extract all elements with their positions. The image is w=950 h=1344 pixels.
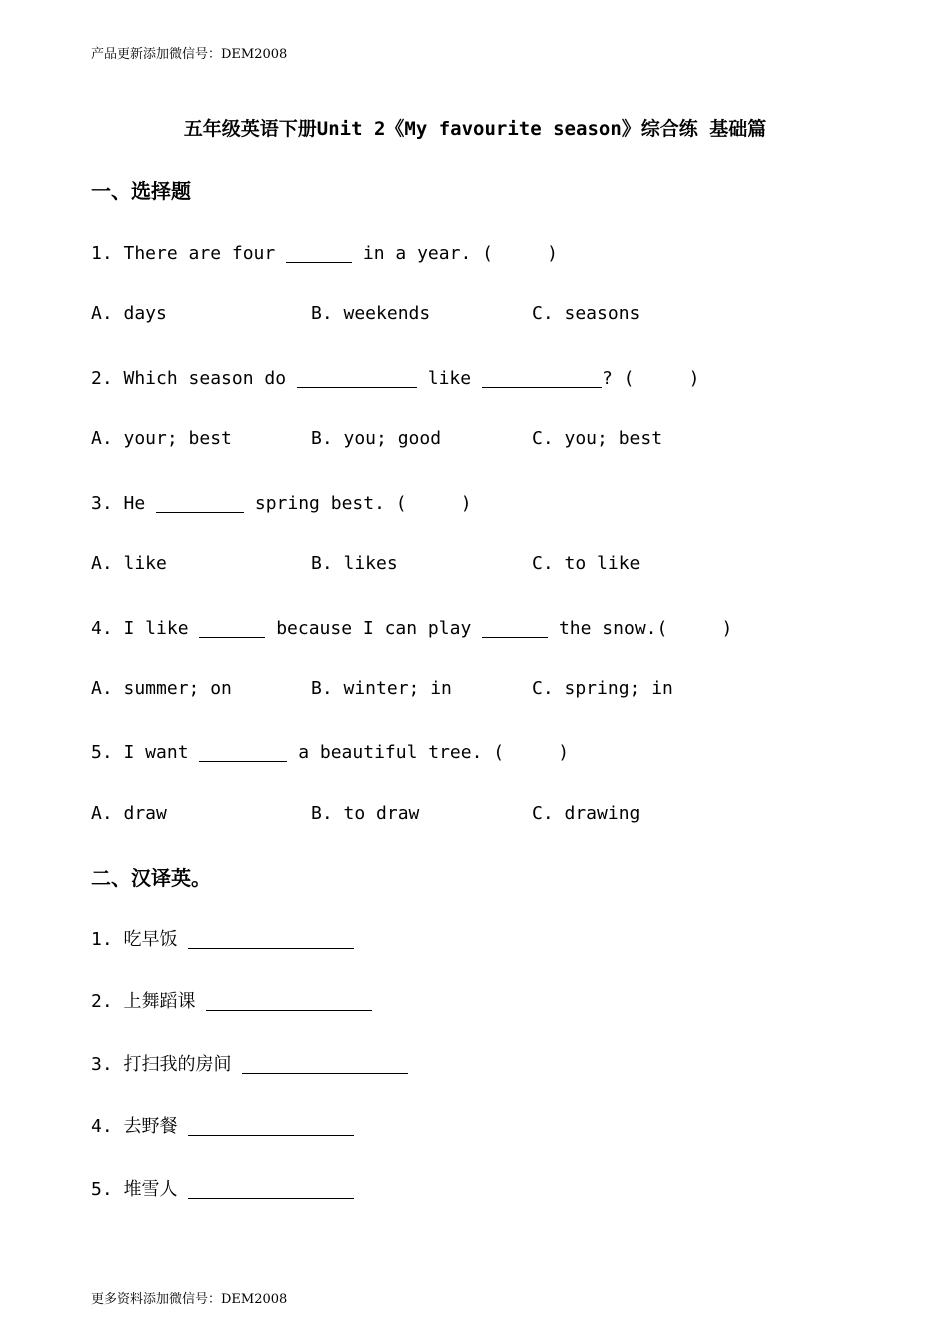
option-b: B. to draw [311, 803, 420, 824]
option-b: B. weekends [311, 303, 431, 324]
answer-blank[interactable] [297, 369, 417, 388]
section-heading-translate: 二、汉译英。 [91, 866, 211, 890]
option-a: A. your; best [91, 428, 232, 449]
section-heading-choice: 一、选择题 [91, 179, 191, 203]
question-5: 5. I want a beautiful tree. ( ) [91, 742, 570, 763]
answer-blank[interactable] [156, 494, 244, 513]
question-3: 3. He spring best. ( ) [91, 493, 472, 514]
answer-blank[interactable] [188, 1180, 354, 1199]
option-a: A. draw [91, 803, 167, 824]
option-b: B. you; good [311, 428, 442, 449]
option-a: A. days [91, 303, 167, 324]
option-b: B. winter; in [311, 678, 452, 699]
answer-blank[interactable] [242, 1055, 408, 1074]
option-c: C. drawing [532, 803, 641, 824]
answer-blank[interactable] [206, 992, 372, 1011]
page-title: 五年级英语下册Unit 2《My favourite season》综合练 基础篇 [183, 118, 767, 140]
option-b: B. likes [311, 553, 398, 574]
translate-item: 4. 去野餐 [91, 1113, 354, 1139]
answer-blank[interactable] [188, 1117, 354, 1136]
option-c: C. seasons [532, 303, 641, 324]
translate-item: 5. 堆雪人 [91, 1176, 354, 1202]
footer-note: 更多资料添加微信号：DEM2008 [91, 1292, 288, 1307]
option-a: A. summer; on [91, 678, 232, 699]
option-c: C. spring; in [532, 678, 673, 699]
answer-blank[interactable] [482, 619, 548, 638]
translate-item: 1. 吃早饭 [91, 926, 354, 952]
question-1: 1. There are four in a year. ( ) [91, 243, 558, 264]
option-c: C. you; best [532, 428, 663, 449]
translate-item: 3. 打扫我的房间 [91, 1051, 408, 1077]
translate-item: 2. 上舞蹈课 [91, 988, 372, 1014]
answer-blank[interactable] [188, 930, 354, 949]
header-note: 产品更新添加微信号：DEM2008 [91, 47, 288, 62]
answer-blank[interactable] [199, 743, 287, 762]
option-a: A. like [91, 553, 167, 574]
option-c: C. to like [532, 553, 641, 574]
answer-blank[interactable] [286, 244, 352, 263]
question-4: 4. I like because I can play the snow.( ) [91, 618, 733, 639]
answer-blank[interactable] [482, 369, 602, 388]
question-2: 2. Which season do like ? ( ) [91, 368, 700, 389]
answer-blank[interactable] [199, 619, 265, 638]
